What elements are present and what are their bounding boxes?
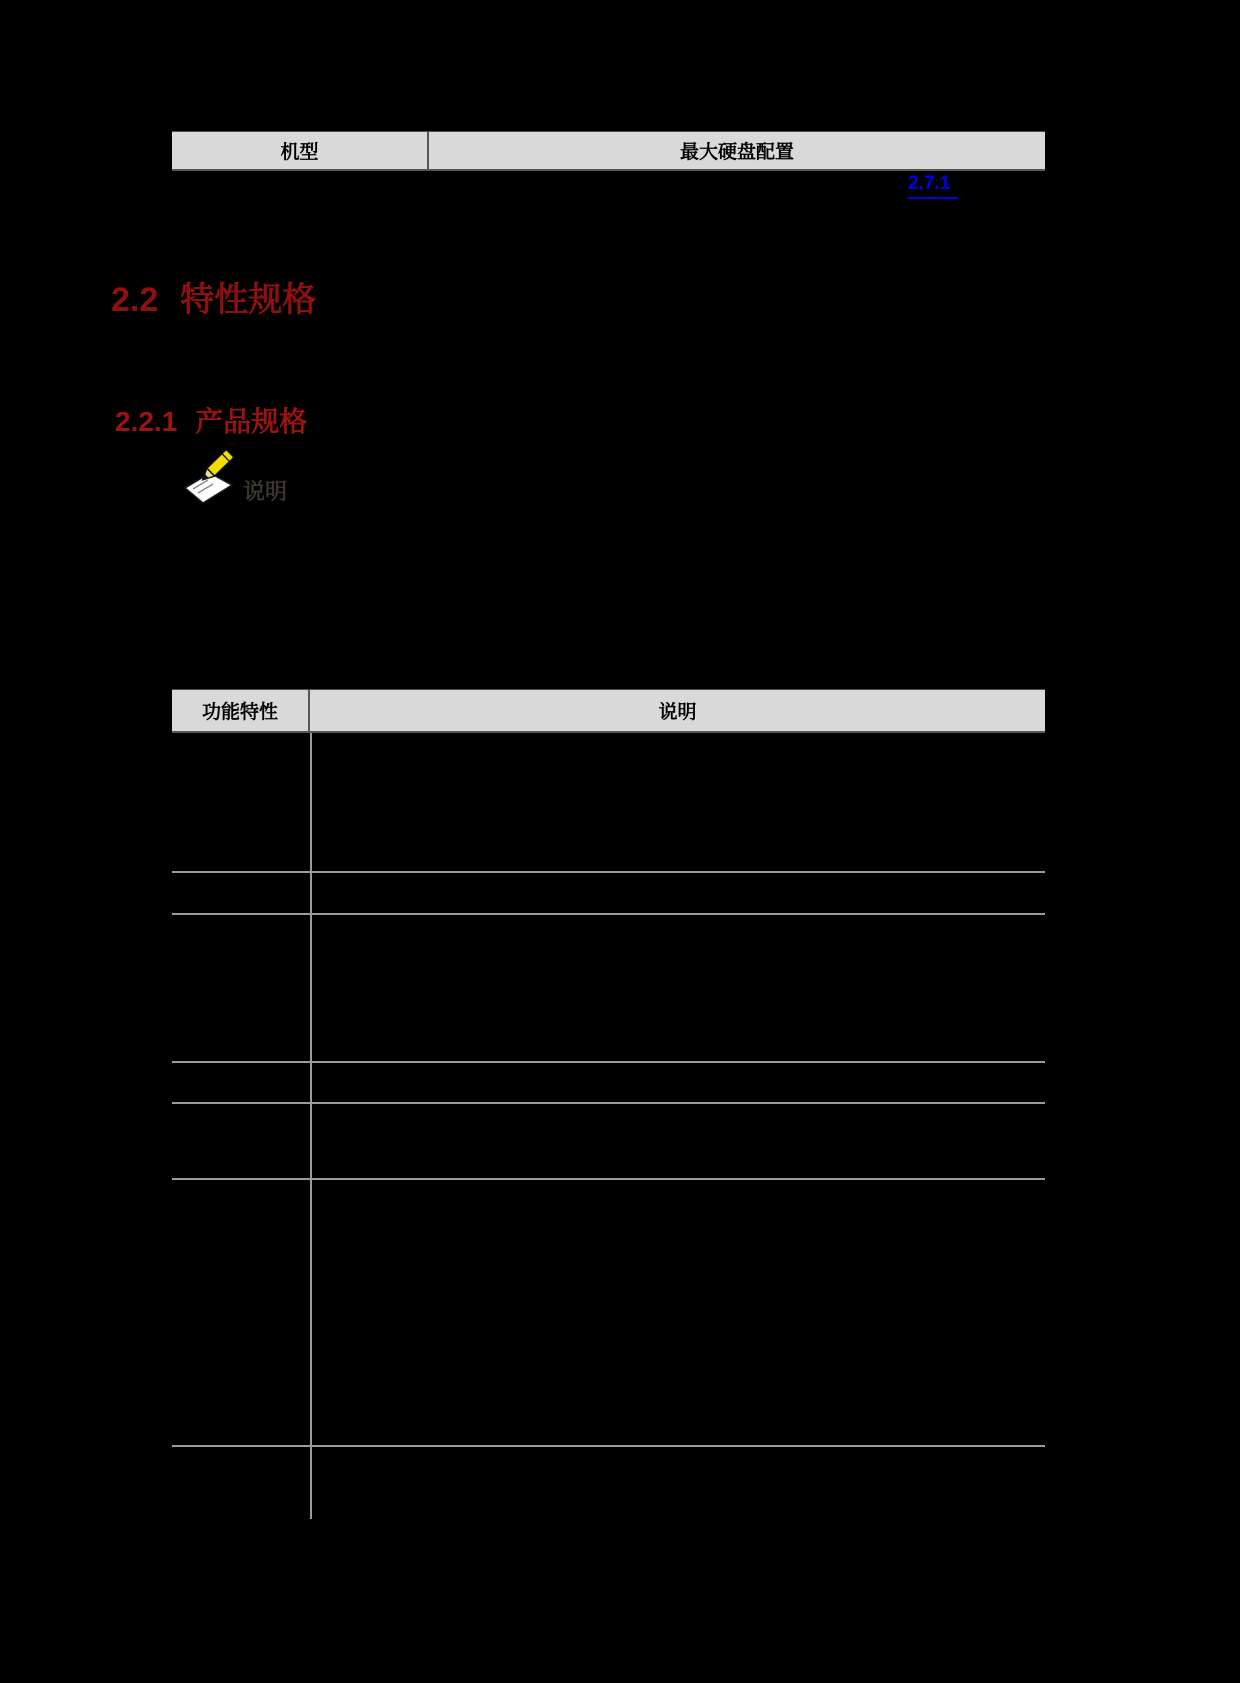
subsection-number: 2.2.1 xyxy=(115,406,178,437)
subsection-heading xyxy=(115,400,307,440)
spec-table-body-grid xyxy=(172,733,1045,1519)
table-row-divider xyxy=(172,1178,1045,1180)
cross-reference-link-2-7-1[interactable]: 2.7.1 xyxy=(908,173,958,199)
subsection-title: 产品规格 xyxy=(195,406,308,437)
section-title: 特性规格 xyxy=(180,281,317,319)
table-row-divider xyxy=(172,871,1045,873)
table-row-divider xyxy=(172,1061,1045,1063)
note-callout xyxy=(183,446,287,504)
spec-table-header-description: 说明 xyxy=(658,702,697,723)
spec-table-header-feature: 功能特性 xyxy=(172,690,310,731)
spec-table-header-row xyxy=(172,689,1045,733)
section-heading xyxy=(111,272,316,321)
hdd-table-header-max-disk: 最大硬盘配置 xyxy=(679,142,794,163)
table-row-divider xyxy=(172,913,1045,915)
section-number: 2.2 xyxy=(111,281,159,319)
note-pencil-icon xyxy=(183,446,237,504)
hdd-table-header-row xyxy=(172,131,1045,171)
table-column-divider xyxy=(310,733,312,1519)
table-row-divider xyxy=(172,1445,1045,1447)
hdd-table-header-model: 机型 xyxy=(172,132,429,169)
note-label: 说明 xyxy=(243,479,288,504)
table-row-divider xyxy=(172,1102,1045,1104)
